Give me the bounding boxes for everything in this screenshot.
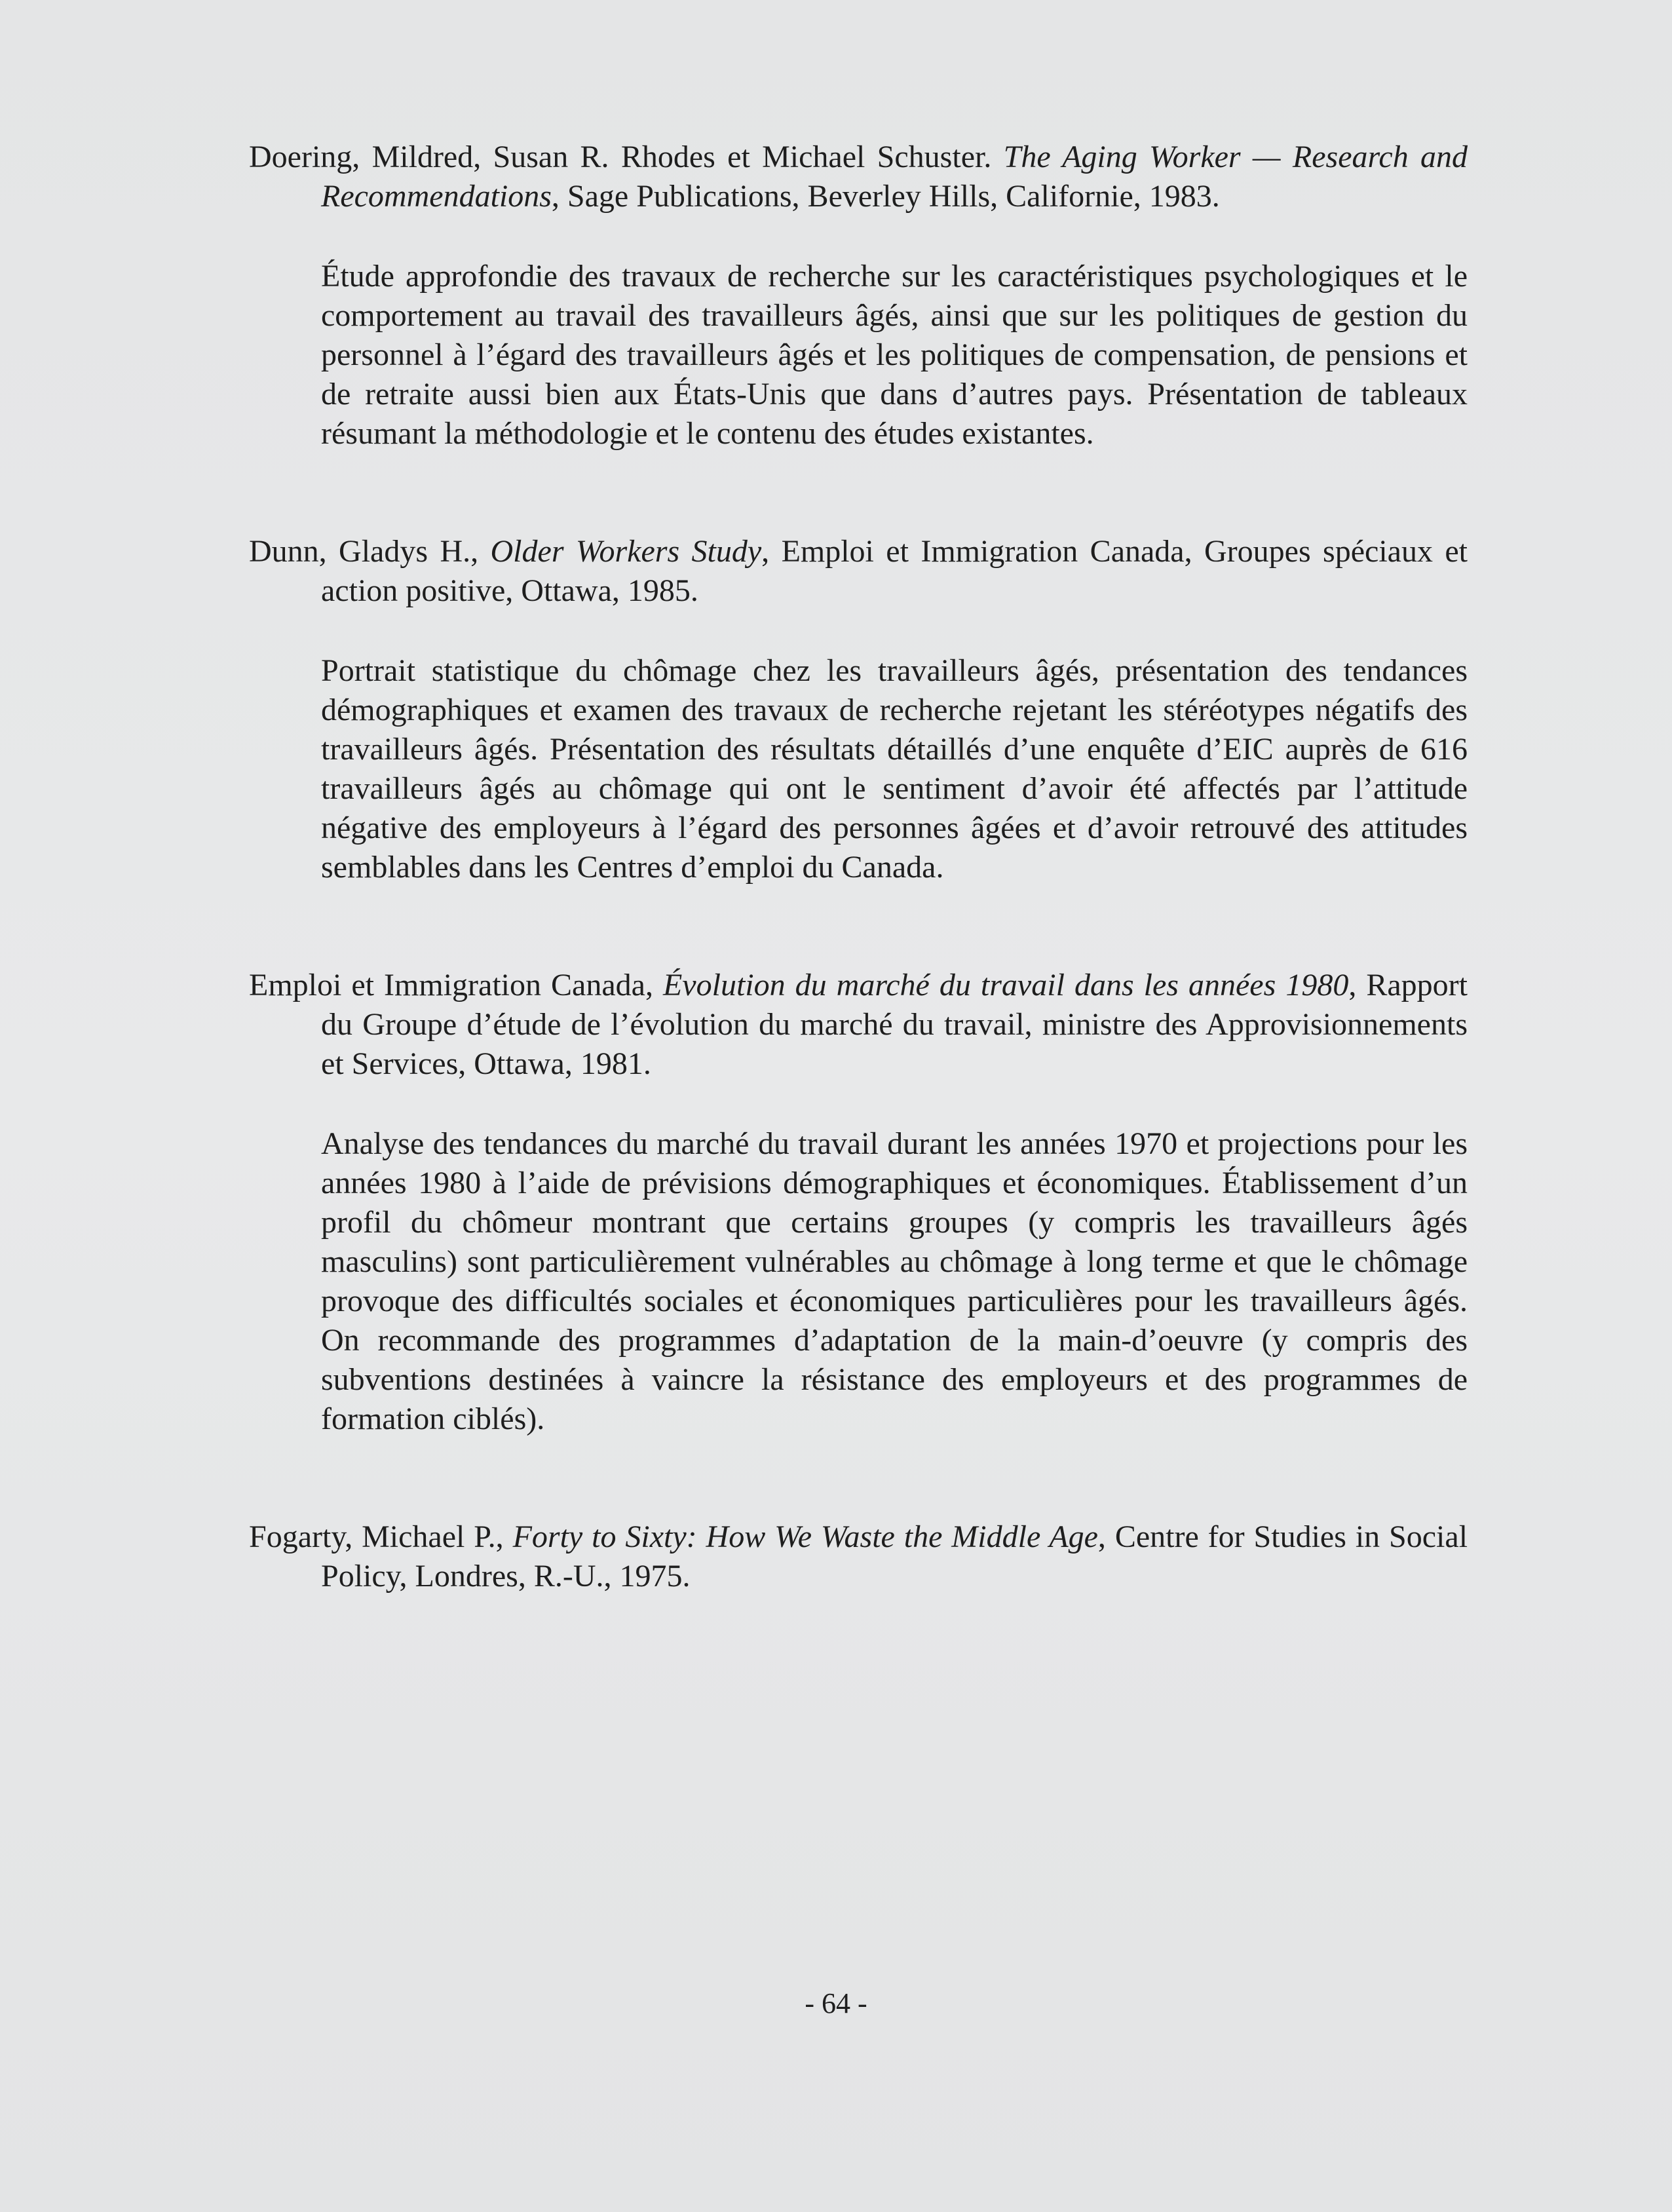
citation [249,966,1468,1084]
bibliography-entry-doering [249,138,1468,453]
citation [249,138,1468,216]
citation-title: Older Workers Study [490,534,762,569]
citation-title: The Aging Worker — Research and Recommendations [321,140,1468,214]
citation [249,532,1468,611]
citation-title: Évolution du marché du travail dans les années 1980 [662,968,1349,1002]
bibliography-list [249,138,1468,1596]
annotation: Portrait statistique du chômage chez les travailleurs âgés, présentation des tendances démographiques et examen des travaux de recherche rejetant les stéréotypes négatifs des travailleurs âgés. Présentation des résultats détaillés d’une enquête d’EIC auprès de 616 travailleurs âgés au chômage qui ont le sentiment d’avoir été affectés par l’attitude négative des employeurs à l’égard des personnes âgées et d’avoir retrouvé des attitudes semblables dans les Centres d’emploi du Canada. [321,653,1468,885]
citation-authors: Fogarty, Michael P., [249,1519,504,1554]
citation-publisher: , Emploi et Immigration Canada, Groupes spéciaux et action positive, Ottawa, 1985. [321,534,1468,608]
page-number: - 64 - [805,1987,867,2019]
citation-authors: Dunn, Gladys H., [249,534,479,569]
annotation: Analyse des tendances du marché du travail durant les années 1970 et projections pour les années 1980 à l’aide de prévisions démographiques et économiques. Établissement d’un profil du chômeur montrant que certains groupes (y compris les travailleurs âgés masculins) sont particulièrement vulnérables au chômage à long terme et que le chômage provoque des difficultés sociales et économiques particulières pour les travailleurs âgés. On recommande des programmes d’adaptation de la main-d’oeuvre (y compris des subventions destinées à vaincre la résistance des employeurs et des programmes de formation ciblés). [321,1126,1468,1436]
annotation: Étude approfondie des travaux de recherche sur les caractéristiques psychologiques et le comportement au travail des travailleurs âgés, ainsi que sur les politiques de gestion du personnel à l’égard des travailleurs âgés et les politiques de compensation, de pensions et de retraite aussi bien aux États-Unis que dans d’autres pays. Présentation de tableaux résumant la méthodologie et le contenu des études existantes. [321,259,1468,451]
citation-publisher: , Centre for Studies in Social Policy, Londres, R.-U., 1975. [321,1519,1468,1593]
citation-publisher: , Sage Publications, Beverley Hills, Californie, 1983. [551,179,1220,214]
citation-authors: Emploi et Immigration Canada, [249,968,653,1002]
bibliography-entry-dunn [249,532,1468,887]
bibliography-entry-fogarty [249,1517,1468,1596]
citation-title: Forty to Sixty: How We Waste the Middle Age [512,1519,1098,1554]
citation-publisher: , Rapport du Groupe d’étude de l’évolution du marché du travail, ministre des Approvisionnements et Services, Ottawa, 1981. [321,968,1468,1081]
bibliography-entry-emploi [249,966,1468,1439]
citation [249,1517,1468,1596]
citation-authors: Doering, Mildred, Susan R. Rhodes et Michael Schuster. [249,140,992,174]
